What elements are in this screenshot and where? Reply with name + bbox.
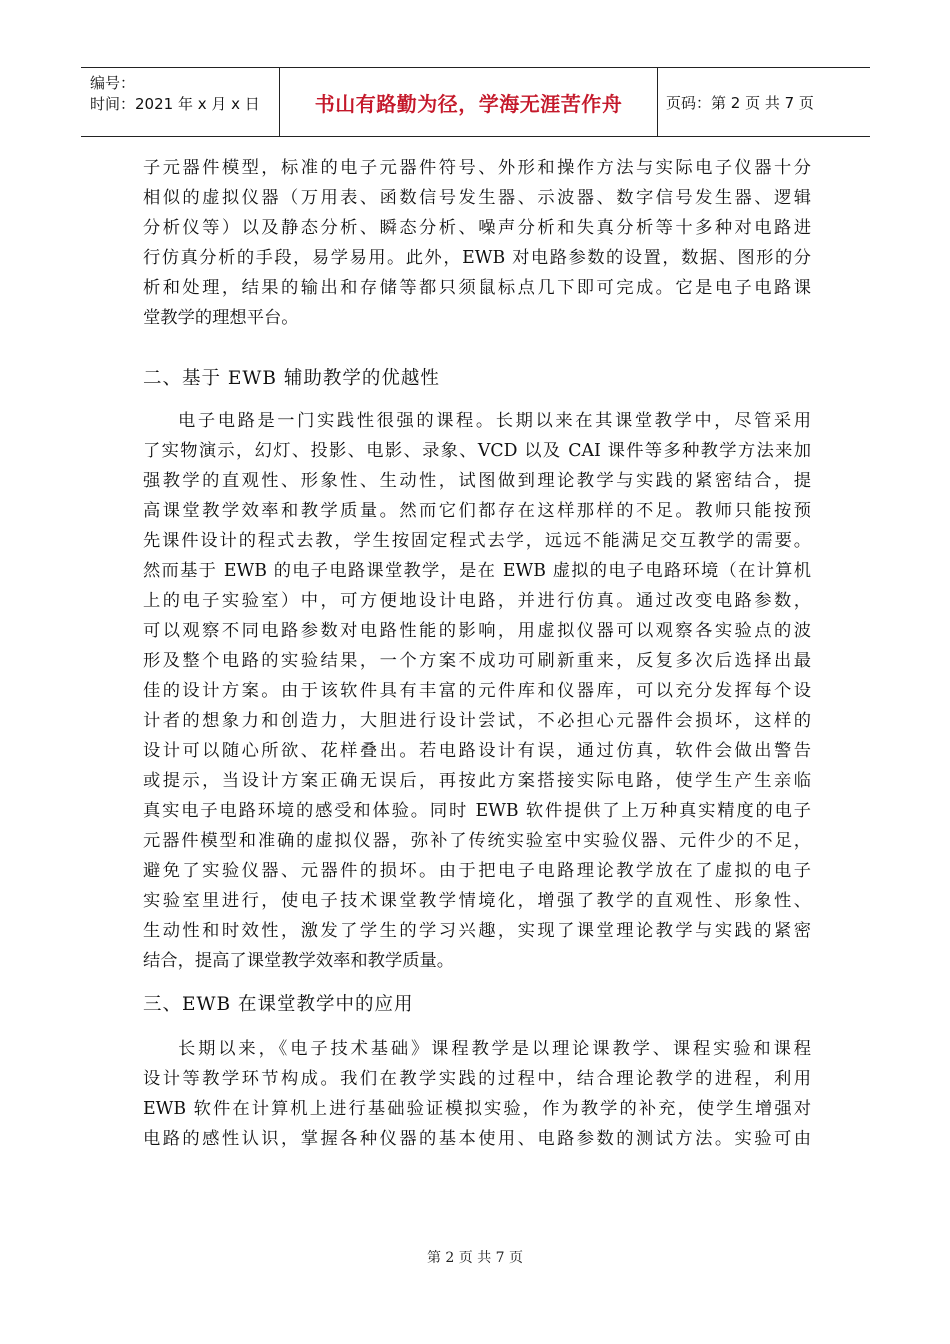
- text-line: 设计可以随心所欲、花样叠出。若电路设计有误，通过仿真，软件会做出警告: [143, 741, 811, 761]
- text-line: 计者的想象力和创造力，大胆进行设计尝试，不必担心元器件会损坏，这样的: [143, 711, 811, 731]
- paragraph-1: [143, 153, 811, 333]
- text-line: 先课件设计的程式去教，学生按固定程式去学，远远不能满足交互教学的需要。: [143, 531, 811, 551]
- text-line: 长期以来，《电子技术基础》课程教学是以理论课教学、课程实验和课程: [178, 1039, 811, 1059]
- page-header: [81, 67, 870, 137]
- text-line: 真实电子电路环境的感受和体验。同时 EWB 软件提供了上万种真实精度的电子: [143, 801, 811, 821]
- text-line: 设计等教学环节构成。我们在教学实践的过程中，结合理论教学的进程，利用: [143, 1069, 811, 1089]
- text-line: 电路的感性认识，掌握各种仪器的基本使用、电路参数的测试方法。实验可由: [143, 1129, 811, 1149]
- text-line: 元器件模型和准确的虚拟仪器，弥补了传统实验室中实验仪器、元件少的不足，: [143, 831, 811, 851]
- text-line: 上的电子实验室）中，可方便地设计电路，并进行仿真。通过改变电路参数，: [143, 591, 811, 611]
- text-line: 避免了实验仪器、元器件的损坏。由于把电子电路理论教学放在了虚拟的电子: [143, 861, 811, 881]
- section-heading-3: 三、EWB 在课堂教学中的应用: [143, 994, 414, 1015]
- paragraph-2: [143, 406, 811, 976]
- page-footer: 第 2 页 共 7 页: [426, 1250, 524, 1266]
- text-line: 或提示，当设计方案正确无误后，再按此方案搭接实际电路，使学生产生亲临: [143, 771, 811, 791]
- text-line: 生动性和时效性，激发了学生的学习兴趣，实现了课堂理论教学与实践的紧密: [143, 921, 811, 941]
- text-line: 结合，提高了课堂教学效率和教学质量。: [143, 951, 455, 971]
- document-body: [143, 153, 811, 1154]
- header-page-label: 页码：第 2 页 共 7 页: [666, 93, 814, 112]
- section-heading-2: 二、基于 EWB 辅助教学的优越性: [143, 368, 440, 389]
- header-meta: [81, 68, 280, 136]
- paragraph-3: [143, 1034, 811, 1154]
- text-line: 高课堂教学效率和教学质量。然而它们都存在这样那样的不足。教师只能按预: [143, 501, 811, 521]
- text-line: 堂教学的理想平台。: [143, 308, 299, 328]
- text-line: 子元器件模型，标准的电子元器件符号、外形和操作方法与实际电子仪器十分: [143, 158, 811, 178]
- text-line: 佳的设计方案。由于该软件具有丰富的元件库和仪器库，可以充分发挥每个设: [143, 681, 811, 701]
- text-line: 行仿真分析的手段，易学易用。此外，EWB 对电路参数的设置，数据、图形的分: [143, 248, 811, 268]
- text-line: 分析仪等）以及静态分析、瞬态分析、噪声分析和失真分析等十多种对电路进: [143, 218, 811, 238]
- number-label: 编号：: [90, 74, 136, 92]
- text-line: 析和处理，结果的输出和存储等都只须鼠标点几下即可完成。它是电子电路课: [143, 278, 811, 298]
- text-line: 然而基于 EWB 的电子电路课堂教学，是在 EWB 虚拟的电子电路环境（在计算机: [143, 561, 811, 581]
- header-motto: 书山有路勤为径，学海无涯苦作舟: [280, 68, 658, 136]
- text-line: 形及整个电路的实验结果，一个方案不成功可刷新重来，反复多次后选择出最: [143, 651, 811, 671]
- text-line: 实验室里进行，使电子技术课堂教学情境化，增强了教学的直观性、形象性、: [143, 891, 811, 911]
- text-line: EWB 软件在计算机上进行基础验证模拟实验，作为教学的补充，使学生增强对: [143, 1099, 811, 1119]
- time-label: 时间：2021 年 x 月 x 日: [90, 95, 260, 113]
- text-line: 可以观察不同电路参数对电路性能的影响，用虚拟仪器可以观察各实验点的波: [143, 621, 811, 641]
- text-line: 了实物演示，幻灯、投影、电影、录象、VCD 以及 CAI 课件等多种教学方法来加: [143, 441, 811, 461]
- text-line: 强教学的直观性、形象性、生动性，试图做到理论教学与实践的紧密结合，提: [143, 471, 811, 491]
- text-line: 电子电路是一门实践性很强的课程。长期以来在其课堂教学中，尽管采用: [178, 411, 811, 431]
- text-line: 相似的虚拟仪器（万用表、函数信号发生器、示波器、数字信号发生器、逻辑: [143, 188, 811, 208]
